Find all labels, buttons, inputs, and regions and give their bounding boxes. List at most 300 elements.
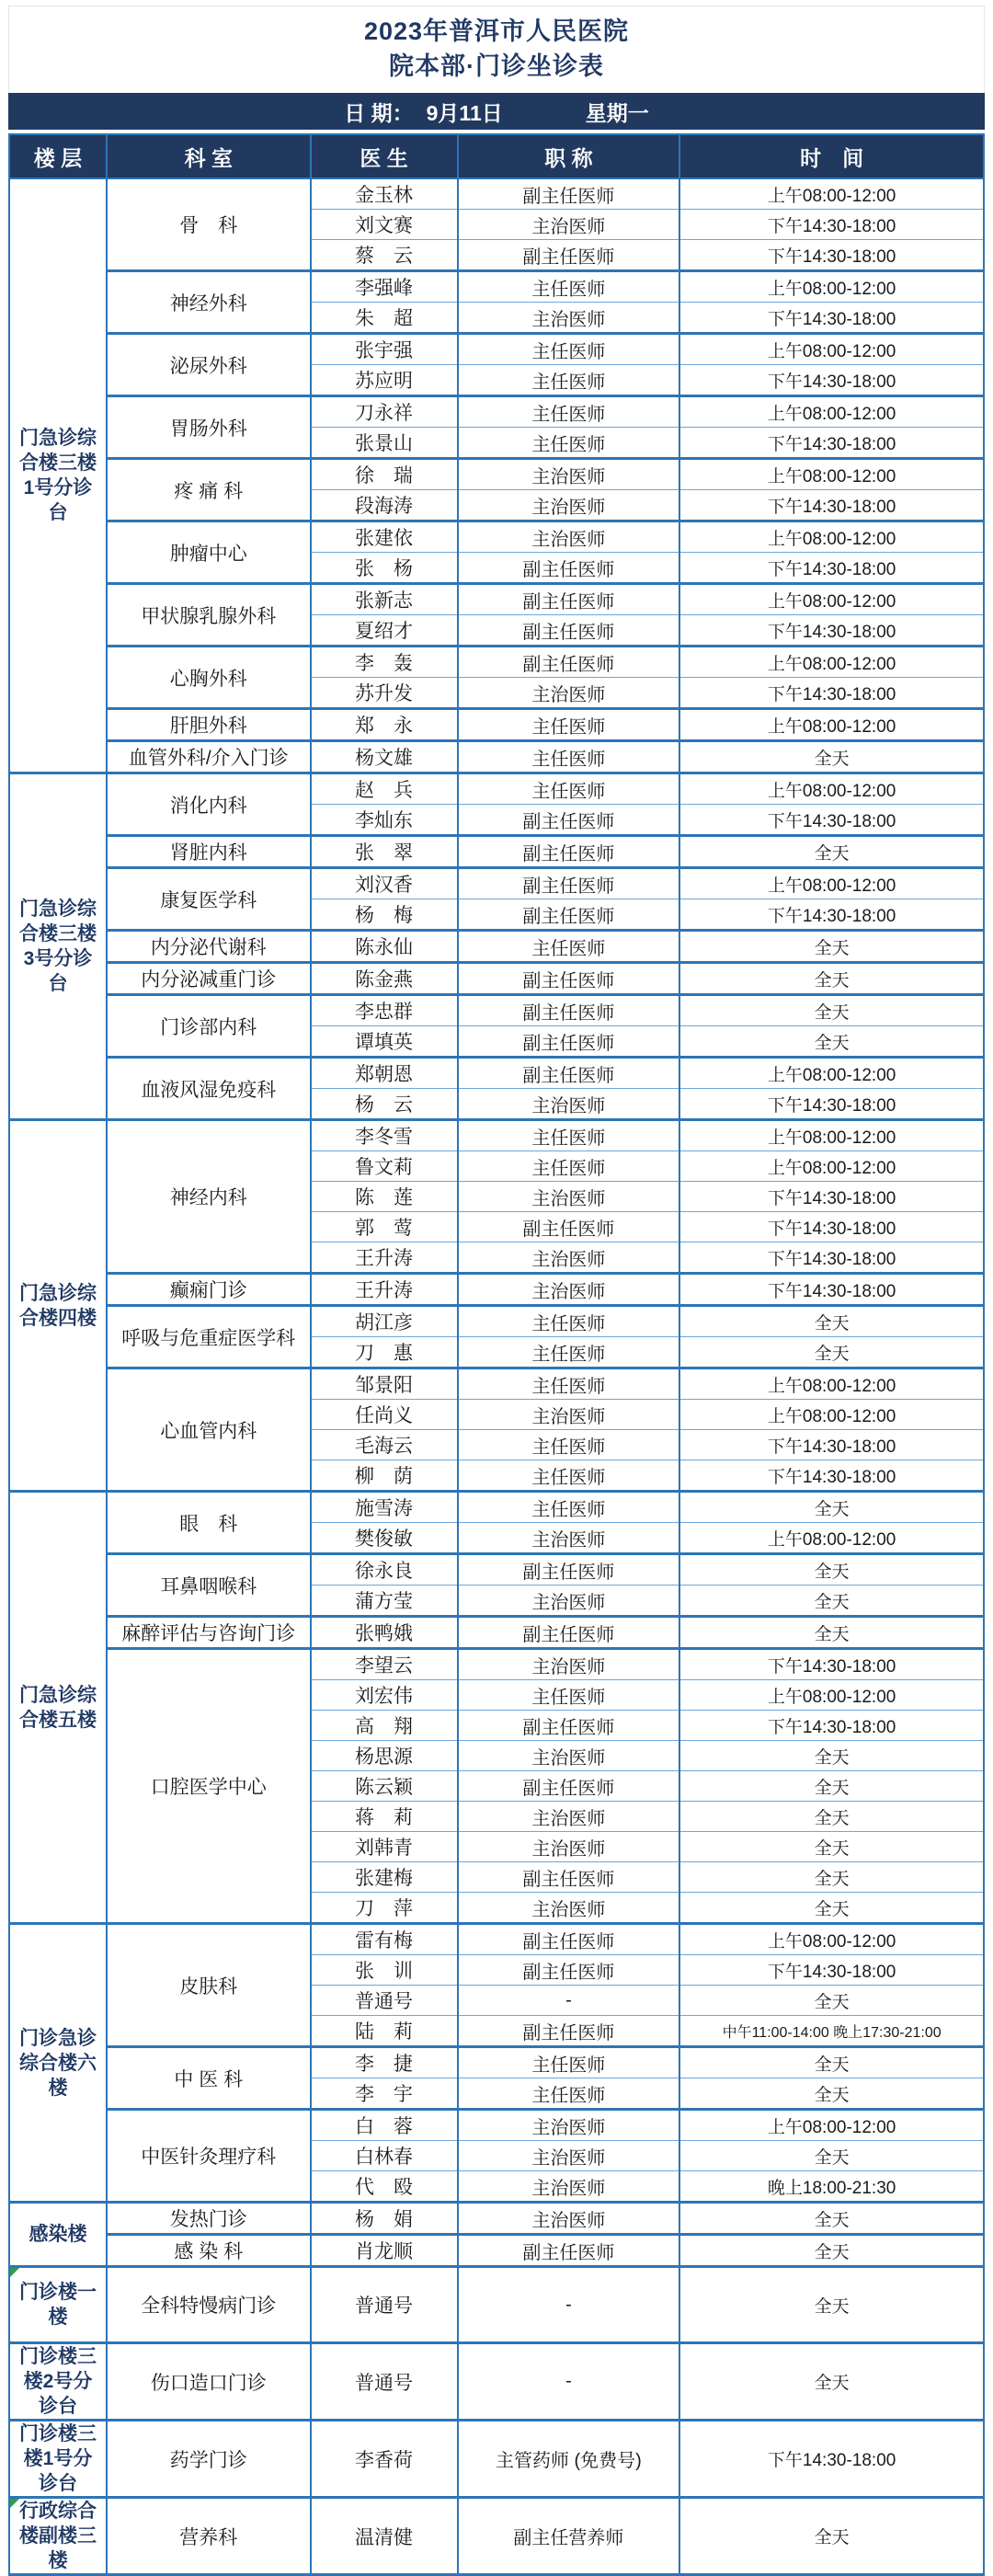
department-cell: 神经内科	[107, 1120, 311, 1274]
doctor-name-cell: 陈云颖	[311, 1771, 458, 1802]
schedule-time-cell: 下午14:30-18:00	[679, 1460, 984, 1492]
schedule-time-cell: 下午14:30-18:00	[679, 1430, 984, 1460]
doctor-name-cell: 蒋 莉	[311, 1802, 458, 1832]
doctor-name-cell: 李香荷	[311, 2421, 458, 2498]
schedule-time-cell: 全天	[679, 1617, 984, 1649]
doctor-title-cell: 副主任医师	[458, 1026, 680, 1058]
schedule-time-cell: 全天	[679, 741, 984, 773]
doctor-name-cell: 张新志	[311, 584, 458, 615]
doctor-title-cell: 副主任医师	[458, 178, 680, 210]
doctor-name-cell: 陆 莉	[311, 2016, 458, 2047]
weekday-value: 星期一	[585, 100, 649, 125]
schedule-time-cell: 下午14:30-18:00	[679, 1212, 984, 1242]
schedule-time-cell: 下午14:30-18:00	[679, 1649, 984, 1680]
schedule-row	[9, 2110, 984, 2141]
schedule-time-cell: 下午14:30-18:00	[679, 553, 984, 584]
schedule-row	[9, 1058, 984, 1089]
doctor-name-cell: 张 训	[311, 1955, 458, 1986]
schedule-row	[9, 1306, 984, 1337]
doctor-title-cell: 主治医师	[458, 1832, 680, 1862]
doctor-title-cell: 主治医师	[458, 210, 680, 240]
schedule-time-cell: 上午08:00-12:00	[679, 1523, 984, 1554]
doctor-title-cell: 主治医师	[458, 490, 680, 521]
schedule-time-cell: 上午08:00-12:00	[679, 1400, 984, 1430]
doctor-name-cell: 刘韩青	[311, 1832, 458, 1862]
schedule-time-cell: 上午08:00-12:00	[679, 1368, 984, 1400]
schedule-time-cell: 全天	[679, 1306, 984, 1337]
doctor-title-cell: 主治医师	[458, 678, 680, 709]
doctor-title-cell: 主任医师	[458, 1460, 680, 1492]
schedule-time-cell: 全天	[679, 2267, 984, 2343]
doctor-title-cell: 主任医师	[458, 334, 680, 365]
schedule-time-cell: 全天	[679, 1802, 984, 1832]
schedule-time-cell: 上午08:00-12:00	[679, 178, 984, 210]
doctor-title-cell: 主治医师	[458, 1586, 680, 1617]
department-cell: 癫痫门诊	[107, 1274, 311, 1306]
doctor-title-cell: 副主任医师	[458, 836, 680, 868]
schedule-time-cell: 全天	[679, 1771, 984, 1802]
schedule-time-cell: 上午08:00-12:00	[679, 868, 984, 899]
doctor-title-cell: -	[458, 2343, 680, 2421]
doctor-title-cell: 主任医师	[458, 773, 680, 805]
floor-cell: 行政综合楼副楼三楼	[9, 2498, 107, 2575]
schedule-time-cell: 全天	[679, 995, 984, 1026]
doctor-name-cell: 柳 荫	[311, 1460, 458, 1492]
doctor-name-cell: 郑朝恩	[311, 1058, 458, 1089]
schedule-time-cell: 上午08:00-12:00	[679, 271, 984, 303]
date-label: 日 期：	[344, 100, 414, 125]
schedule-time-cell: 上午08:00-12:00	[679, 396, 984, 428]
doctor-name-cell: 朱 超	[311, 303, 458, 334]
department-cell: 内分泌减重门诊	[107, 963, 311, 995]
doctor-name-cell: 李望云	[311, 1649, 458, 1680]
doctor-name-cell: 苏升发	[311, 678, 458, 709]
doctor-name-cell: 郑 永	[311, 709, 458, 741]
doctor-title-cell: 主治医师	[458, 1400, 680, 1430]
schedule-time-cell: 下午14:30-18:00	[679, 490, 984, 521]
department-cell: 肝胆外科	[107, 709, 311, 741]
department-cell: 泌尿外科	[107, 334, 311, 396]
doctor-name-cell: 普通号	[311, 1986, 458, 2016]
document-title-block	[8, 6, 985, 93]
schedule-row	[9, 741, 984, 773]
department-cell: 呼吸与危重症医学科	[107, 1306, 311, 1368]
schedule-row	[9, 2267, 984, 2343]
doctor-name-cell: 白 蓉	[311, 2110, 458, 2141]
doctor-name-cell: 杨 梅	[311, 899, 458, 931]
floor-cell: 门诊楼三楼2号分诊台	[9, 2343, 107, 2421]
schedule-time-cell: 全天	[679, 1893, 984, 1924]
doctor-name-cell: 李灿东	[311, 805, 458, 836]
department-cell: 肿瘤中心	[107, 521, 311, 584]
date-bar	[8, 93, 985, 130]
doctor-title-cell: 主任医师	[458, 271, 680, 303]
doctor-title-cell: 主管药师 (免费号)	[458, 2421, 680, 2498]
doctor-title-cell: 主任医师	[458, 2078, 680, 2110]
department-cell: 全科特慢病门诊	[107, 2267, 311, 2343]
schedule-time-cell: 上午08:00-12:00	[679, 584, 984, 615]
doctor-title-cell: 主治医师	[458, 2141, 680, 2171]
floor-cell: 门急诊综合楼三楼1号分诊台	[9, 178, 107, 773]
schedule-time-cell: 全天	[679, 2203, 984, 2235]
schedule-time-cell: 下午14:30-18:00	[679, 428, 984, 459]
schedule-row	[9, 271, 984, 303]
schedule-row	[9, 521, 984, 553]
doctor-name-cell: 鲁文莉	[311, 1151, 458, 1182]
doctor-name-cell: 李 宇	[311, 2078, 458, 2110]
doctor-title-cell: 主任医师	[458, 709, 680, 741]
doctor-name-cell: 施雪涛	[311, 1492, 458, 1523]
department-cell: 中 医 科	[107, 2047, 311, 2110]
doctor-title-cell: 主治医师	[458, 459, 680, 490]
doctor-name-cell: 张 杨	[311, 553, 458, 584]
department-cell: 中医针灸理疗科	[107, 2110, 311, 2203]
doctor-title-cell: 副主任医师	[458, 615, 680, 647]
schedule-time-cell: 上午08:00-12:00	[679, 1058, 984, 1089]
department-cell: 口腔医学中心	[107, 1649, 311, 1924]
schedule-sheet	[8, 6, 985, 2576]
doctor-name-cell: 夏绍才	[311, 615, 458, 647]
schedule-row	[9, 1120, 984, 1151]
hospital-title: 2023年普洱市人民医院	[363, 17, 630, 45]
doctor-title-cell: 副主任医师	[458, 963, 680, 995]
department-cell: 甲状腺乳腺外科	[107, 584, 311, 647]
schedule-time-cell: 下午14:30-18:00	[679, 1242, 984, 1274]
doctor-title-cell: 主治医师	[458, 1649, 680, 1680]
doctor-title-cell: 主任医师	[458, 1151, 680, 1182]
schedule-time-cell: 上午08:00-12:00	[679, 459, 984, 490]
doctor-title-cell: 主治医师	[458, 1182, 680, 1212]
department-cell: 眼 科	[107, 1492, 311, 1554]
schedule-time-cell: 全天	[679, 2498, 984, 2575]
doctor-title-cell: 副主任医师	[458, 1771, 680, 1802]
schedule-row	[9, 1274, 984, 1306]
schedule-time-cell: 上午08:00-12:00	[679, 709, 984, 741]
schedule-time-cell: 下午14:30-18:00	[679, 615, 984, 647]
doctor-name-cell: 李冬雪	[311, 1120, 458, 1151]
doctor-name-cell: 杨 云	[311, 1089, 458, 1120]
doctor-title-cell: 副主任医师	[458, 868, 680, 899]
department-cell: 心胸外科	[107, 647, 311, 709]
doctor-name-cell: 徐永良	[311, 1554, 458, 1586]
schedule-time-cell: 下午14:30-18:00	[679, 365, 984, 396]
department-cell: 胃肠外科	[107, 396, 311, 459]
doctor-name-cell: 张鸭娥	[311, 1617, 458, 1649]
schedule-time-cell: 上午08:00-12:00	[679, 1924, 984, 1955]
doctor-name-cell: 刘文赛	[311, 210, 458, 240]
schedule-row	[9, 2421, 984, 2498]
doctor-title-cell: 主治医师	[458, 303, 680, 334]
doctor-title-cell: 主任医师	[458, 365, 680, 396]
department-cell: 皮肤科	[107, 1924, 311, 2047]
doctor-title-cell: 主治医师	[458, 1802, 680, 1832]
column-header: 医 生	[311, 134, 458, 178]
schedule-time-cell: 全天	[679, 2047, 984, 2078]
doctor-title-cell: 主治医师	[458, 521, 680, 553]
schedule-row	[9, 995, 984, 1026]
floor-cell: 门诊楼一楼	[9, 2267, 107, 2343]
schedule-time-cell: 全天	[679, 2343, 984, 2421]
schedule-time-cell: 下午14:30-18:00	[679, 1955, 984, 1986]
department-cell: 康复医学科	[107, 868, 311, 931]
doctor-name-cell: 张 翠	[311, 836, 458, 868]
doctor-title-cell: 主任医师	[458, 396, 680, 428]
doctor-title-cell: 主任医师	[458, 931, 680, 963]
doctor-name-cell: 杨文雄	[311, 741, 458, 773]
doctor-name-cell: 杨 娟	[311, 2203, 458, 2235]
doctor-title-cell: 主治医师	[458, 2203, 680, 2235]
doctor-name-cell: 张宇强	[311, 334, 458, 365]
doctor-title-cell: 副主任医师	[458, 995, 680, 1026]
schedule-time-cell: 下午14:30-18:00	[679, 210, 984, 240]
doctor-name-cell: 谭填英	[311, 1026, 458, 1058]
schedule-time-cell: 全天	[679, 2078, 984, 2110]
schedule-row	[9, 1617, 984, 1649]
doctor-title-cell: 副主任医师	[458, 2016, 680, 2047]
schedule-row	[9, 584, 984, 615]
schedule-row	[9, 1492, 984, 1523]
schedule-time-cell: 上午08:00-12:00	[679, 773, 984, 805]
floor-cell: 门诊急诊综合楼六楼	[9, 1924, 107, 2203]
doctor-name-cell: 李忠群	[311, 995, 458, 1026]
doctor-name-cell: 蒲方莹	[311, 1586, 458, 1617]
doctor-title-cell: 主任医师	[458, 1306, 680, 1337]
doctor-title-cell: -	[458, 1986, 680, 2016]
clinic-schedule-table	[8, 133, 985, 2576]
doctor-name-cell: 王升涛	[311, 1242, 458, 1274]
doctor-title-cell: 主任医师	[458, 741, 680, 773]
doctor-name-cell: 刘汉香	[311, 868, 458, 899]
doctor-title-cell: 主任医师	[458, 2047, 680, 2078]
doctor-title-cell: 副主任医师	[458, 2235, 680, 2267]
doctor-title-cell: 副主任医师	[458, 240, 680, 271]
doctor-name-cell: 白林春	[311, 2141, 458, 2171]
department-cell: 发热门诊	[107, 2203, 311, 2235]
schedule-time-cell: 全天	[679, 931, 984, 963]
doctor-name-cell: 陈 莲	[311, 1182, 458, 1212]
schedule-time-cell: 上午08:00-12:00	[679, 1680, 984, 1711]
doctor-title-cell: 副主任医师	[458, 1617, 680, 1649]
doctor-name-cell: 陈永仙	[311, 931, 458, 963]
schedule-time-cell: 上午08:00-12:00	[679, 521, 984, 553]
doctor-title-cell: 副主任医师	[458, 1955, 680, 1986]
doctor-title-cell: 主任医师	[458, 1337, 680, 1368]
doctor-name-cell: 陈金燕	[311, 963, 458, 995]
doctor-title-cell: 主治医师	[458, 2171, 680, 2203]
department-cell: 药学门诊	[107, 2421, 311, 2498]
schedule-time-cell: 上午08:00-12:00	[679, 1120, 984, 1151]
department-cell: 耳鼻咽喉科	[107, 1554, 311, 1617]
doctor-title-cell: 副主任医师	[458, 1212, 680, 1242]
schedule-time-cell: 全天	[679, 963, 984, 995]
schedule-time-cell: 下午14:30-18:00	[679, 2421, 984, 2498]
doctor-name-cell: 肖龙顺	[311, 2235, 458, 2267]
department-cell: 伤口造口门诊	[107, 2343, 311, 2421]
doctor-name-cell: 任尚义	[311, 1400, 458, 1430]
column-header: 职 称	[458, 134, 680, 178]
department-cell: 疼 痛 科	[107, 459, 311, 521]
schedule-time-cell: 下午14:30-18:00	[679, 1711, 984, 1741]
doctor-title-cell: 主治医师	[458, 2110, 680, 2141]
schedule-row	[9, 2343, 984, 2421]
doctor-title-cell: 副主任医师	[458, 805, 680, 836]
schedule-time-cell: 全天	[679, 1337, 984, 1368]
schedule-row	[9, 1924, 984, 1955]
doctor-title-cell: 副主任医师	[458, 1058, 680, 1089]
doctor-name-cell: 张景山	[311, 428, 458, 459]
doctor-name-cell: 代 殴	[311, 2171, 458, 2203]
schedule-time-cell: 下午14:30-18:00	[679, 1182, 984, 1212]
doctor-name-cell: 王升涛	[311, 1274, 458, 1306]
doctor-title-cell: 副主任营养师	[458, 2498, 680, 2575]
schedule-row	[9, 2235, 984, 2267]
doctor-name-cell: 温清健	[311, 2498, 458, 2575]
doctor-name-cell: 李 轰	[311, 647, 458, 678]
schedule-row	[9, 2498, 984, 2575]
schedule-time-cell: 全天	[679, 1026, 984, 1058]
column-header: 楼 层	[9, 134, 107, 178]
doctor-name-cell: 郭 莺	[311, 1212, 458, 1242]
doctor-name-cell: 徐 瑞	[311, 459, 458, 490]
doctor-title-cell: 主任医师	[458, 1120, 680, 1151]
doctor-name-cell: 樊俊敏	[311, 1523, 458, 1554]
doctor-title-cell: 主任医师	[458, 428, 680, 459]
schedule-row	[9, 459, 984, 490]
schedule-time-cell: 全天	[679, 1862, 984, 1893]
schedule-row	[9, 647, 984, 678]
doctor-title-cell: 主治医师	[458, 1089, 680, 1120]
doctor-name-cell: 高 翔	[311, 1711, 458, 1741]
schedule-time-cell: 下午14:30-18:00	[679, 1089, 984, 1120]
department-cell: 骨 科	[107, 178, 311, 271]
doctor-name-cell: 李强峰	[311, 271, 458, 303]
doctor-title-cell: 主治医师	[458, 1893, 680, 1924]
floor-cell: 感染楼	[9, 2203, 107, 2267]
doctor-name-cell: 邹景阳	[311, 1368, 458, 1400]
department-cell: 营养科	[107, 2498, 311, 2575]
doctor-name-cell: 毛海云	[311, 1430, 458, 1460]
doctor-name-cell: 金玉林	[311, 178, 458, 210]
schedule-time-cell: 全天	[679, 1986, 984, 2016]
doctor-name-cell: 杨思源	[311, 1741, 458, 1771]
table-header-row	[9, 134, 984, 178]
column-header: 科 室	[107, 134, 311, 178]
schedule-time-cell: 上午08:00-12:00	[679, 647, 984, 678]
doctor-name-cell: 雷有梅	[311, 1924, 458, 1955]
schedule-subtitle: 院本部·门诊坐诊表	[389, 52, 604, 80]
department-cell: 感 染 科	[107, 2235, 311, 2267]
doctor-title-cell: 副主任医师	[458, 899, 680, 931]
schedule-time-cell: 全天	[679, 1492, 984, 1523]
schedule-time-cell: 全天	[679, 1832, 984, 1862]
schedule-time-cell: 下午14:30-18:00	[679, 240, 984, 271]
floor-cell: 门诊楼三楼1号分诊台	[9, 2421, 107, 2498]
doctor-name-cell: 苏应明	[311, 365, 458, 396]
doctor-title-cell: 主任医师	[458, 1430, 680, 1460]
schedule-time-cell: 下午14:30-18:00	[679, 805, 984, 836]
floor-cell: 门急诊综合楼三楼3号分诊台	[9, 773, 107, 1120]
column-header: 时 间	[679, 134, 984, 178]
floor-cell: 门急诊综合楼四楼	[9, 1120, 107, 1492]
schedule-row	[9, 963, 984, 995]
schedule-time-cell: 上午08:00-12:00	[679, 2110, 984, 2141]
schedule-row	[9, 334, 984, 365]
schedule-time-cell: 全天	[679, 2235, 984, 2267]
schedule-time-cell: 下午14:30-18:00	[679, 678, 984, 709]
doctor-name-cell: 胡江彦	[311, 1306, 458, 1337]
doctor-title-cell: 主治医师	[458, 1523, 680, 1554]
schedule-row	[9, 836, 984, 868]
doctor-title-cell: 主任医师	[458, 1368, 680, 1400]
doctor-title-cell: 主治医师	[458, 1242, 680, 1274]
schedule-time-cell: 全天	[679, 2141, 984, 2171]
doctor-title-cell: 副主任医师	[458, 584, 680, 615]
doctor-name-cell: 李 捷	[311, 2047, 458, 2078]
schedule-time-cell: 全天	[679, 1554, 984, 1586]
schedule-time-cell: 全天	[679, 836, 984, 868]
doctor-title-cell: 副主任医师	[458, 1862, 680, 1893]
schedule-row	[9, 931, 984, 963]
schedule-time-cell: 下午14:30-18:00	[679, 899, 984, 931]
doctor-name-cell: 普通号	[311, 2267, 458, 2343]
department-cell: 消化内科	[107, 773, 311, 836]
doctor-name-cell: 张建梅	[311, 1862, 458, 1893]
doctor-name-cell: 刀 萍	[311, 1893, 458, 1924]
department-cell: 肾脏内科	[107, 836, 311, 868]
department-cell: 麻醉评估与咨询门诊	[107, 1617, 311, 1649]
doctor-title-cell: 副主任医师	[458, 553, 680, 584]
department-cell: 内分泌代谢科	[107, 931, 311, 963]
schedule-time-cell: 上午08:00-12:00	[679, 334, 984, 365]
schedule-row	[9, 773, 984, 805]
doctor-name-cell: 刘宏伟	[311, 1680, 458, 1711]
schedule-row	[9, 178, 984, 210]
schedule-time-cell: 全天	[679, 1741, 984, 1771]
doctor-name-cell: 刀 惠	[311, 1337, 458, 1368]
schedule-row	[9, 868, 984, 899]
doctor-title-cell: 副主任医师	[458, 1711, 680, 1741]
schedule-row	[9, 2047, 984, 2078]
doctor-title-cell: 副主任医师	[458, 1554, 680, 1586]
table-body	[9, 178, 984, 2575]
schedule-time-cell: 下午14:30-18:00	[679, 303, 984, 334]
schedule-row	[9, 1554, 984, 1586]
doctor-name-cell: 张建依	[311, 521, 458, 553]
doctor-title-cell: 主任医师	[458, 1680, 680, 1711]
doctor-name-cell: 蔡 云	[311, 240, 458, 271]
schedule-time-cell: 晚上18:00-21:30	[679, 2171, 984, 2203]
department-cell: 血管外科/介入门诊	[107, 741, 311, 773]
schedule-time-cell: 中午11:00-14:00 晚上17:30-21:00	[679, 2016, 984, 2047]
schedule-row	[9, 1649, 984, 1680]
schedule-row	[9, 1368, 984, 1400]
doctor-name-cell: 段海涛	[311, 490, 458, 521]
doctor-title-cell: -	[458, 2267, 680, 2343]
doctor-name-cell: 普通号	[311, 2343, 458, 2421]
department-cell: 心血管内科	[107, 1368, 311, 1492]
schedule-time-cell: 下午14:30-18:00	[679, 1274, 984, 1306]
doctor-title-cell: 主任医师	[458, 1492, 680, 1523]
schedule-row	[9, 709, 984, 741]
department-cell: 血液风湿免疫科	[107, 1058, 311, 1120]
doctor-name-cell: 赵 兵	[311, 773, 458, 805]
doctor-title-cell: 副主任医师	[458, 647, 680, 678]
doctor-title-cell: 主治医师	[458, 1741, 680, 1771]
schedule-row	[9, 2203, 984, 2235]
schedule-time-cell: 上午08:00-12:00	[679, 1151, 984, 1182]
date-value: 9月11日	[426, 100, 503, 125]
doctor-title-cell: 副主任医师	[458, 1924, 680, 1955]
